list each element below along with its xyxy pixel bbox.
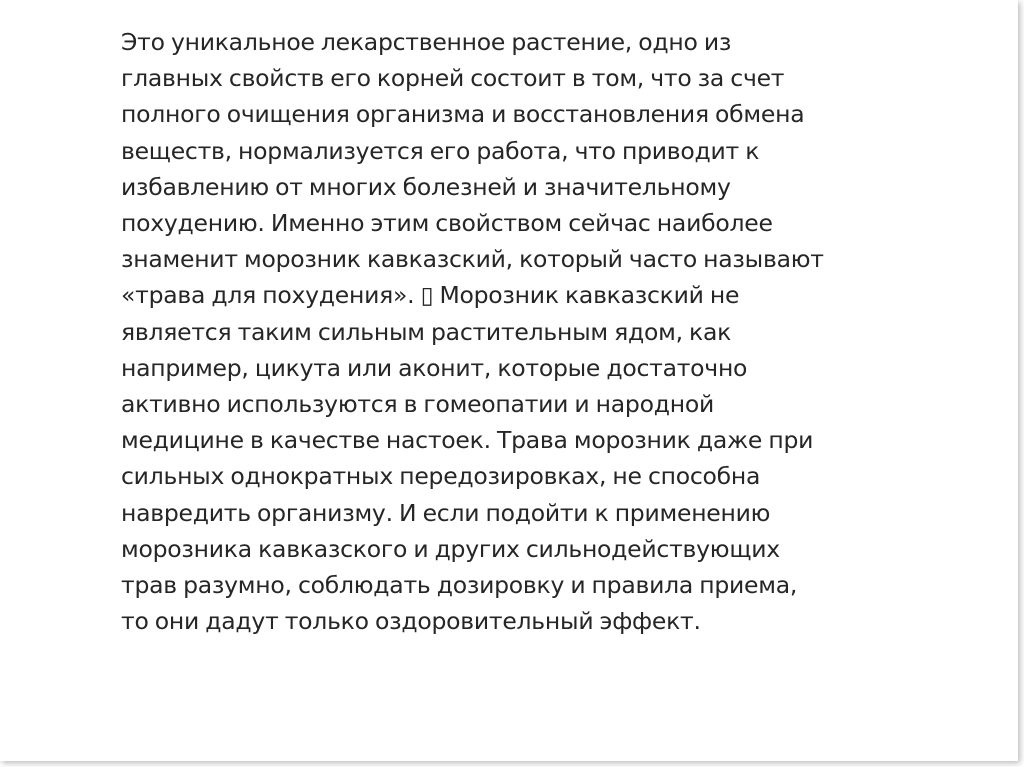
- slide-body-text: [121, 24, 921, 639]
- text-line: морозника кавказского и других сильнодействующих: [121, 534, 780, 563]
- text-line: медицине в качестве настоек. Трава морозник даже при: [121, 426, 814, 455]
- text-line: является таким сильным растительным ядом, как: [121, 317, 732, 346]
- text-line: сильных однократных передозировках, не способна: [121, 462, 761, 491]
- text-line: трав разумно, соблюдать дозировку и правила приема,: [121, 571, 798, 600]
- text-line: навредить организму. И если подойти к применению: [121, 498, 771, 527]
- text-line: активно используются в гомеопатии и народной: [121, 390, 714, 419]
- text-line: знаменит морозник кавказский, который часто называют: [121, 245, 824, 274]
- text-line: то они дадут только оздоровительный эффект.: [121, 607, 701, 636]
- text-line: избавлению от многих болезней и значительному: [121, 172, 731, 201]
- text-line: например, цикута или аконит, которые достаточно: [121, 353, 748, 382]
- text-line: главных свойств его корней состоит в том, что за счет: [121, 64, 785, 93]
- text-line: «трава для похудения». ▯ Морозник кавказский не: [121, 281, 740, 310]
- text-line: Это уникальное лекарственное растение, одно из: [121, 28, 732, 56]
- text-line: веществ, нормализуется его работа, что приводит к: [121, 136, 760, 165]
- text-line: похудению. Именно этим свойством сейчас наиболее: [121, 209, 773, 238]
- text-line: полного очищения организма и восстановления обмена: [121, 100, 805, 129]
